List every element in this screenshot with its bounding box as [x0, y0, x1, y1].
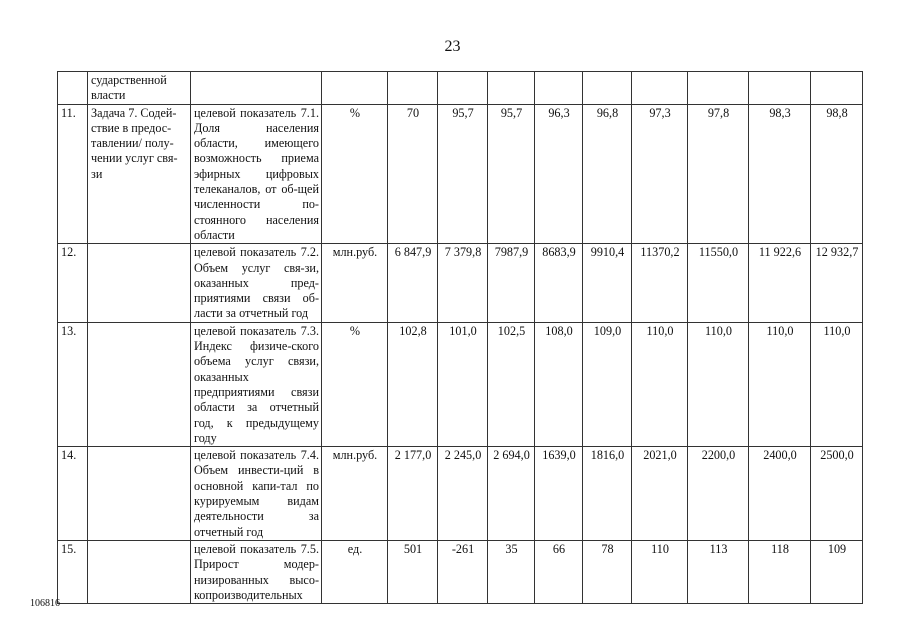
cell-value: 2 694,0 [488, 447, 535, 541]
cell-value: 102,8 [388, 322, 438, 446]
cell-num [58, 72, 88, 105]
cell-value: 8683,9 [535, 244, 583, 322]
cell-value: 110,0 [811, 322, 863, 446]
cell-task [88, 447, 191, 541]
cell-value: 7987,9 [488, 244, 535, 322]
cell-value: 98,3 [749, 104, 811, 244]
cell-unit [322, 72, 388, 105]
cell-indicator: целевой показатель 7.4. Объем инвести-ций в основной капи-тал по курируемым видам деятельности за отчетный год [191, 447, 322, 541]
cell-value: 97,8 [688, 104, 749, 244]
cell-value: 6 847,9 [388, 244, 438, 322]
cell-value: 101,0 [438, 322, 488, 446]
cell-indicator [191, 72, 322, 105]
cell-value: 9910,4 [583, 244, 632, 322]
cell-value: 110,0 [688, 322, 749, 446]
cell-value [688, 72, 749, 105]
table-row [58, 244, 863, 322]
indicators-table [57, 71, 863, 604]
cell-value [488, 72, 535, 105]
cell-value: 11 922,6 [749, 244, 811, 322]
cell-value: 2021,0 [632, 447, 688, 541]
cell-value [583, 72, 632, 105]
footer-code: 106816 [30, 598, 60, 609]
cell-value: 2500,0 [811, 447, 863, 541]
cell-value: 102,5 [488, 322, 535, 446]
cell-value: 11550,0 [688, 244, 749, 322]
cell-num: 14. [58, 447, 88, 541]
cell-num: 11. [58, 104, 88, 244]
cell-value: 109,0 [583, 322, 632, 446]
cell-value: 110,0 [749, 322, 811, 446]
cell-value [749, 72, 811, 105]
table-row-continuation [58, 72, 863, 105]
cell-value: 78 [583, 541, 632, 604]
cell-indicator: целевой показатель 7.3. Индекс физиче-ского объема услуг связи, оказанных предприятиями связи области за отчетный год, к предыдущему году [191, 322, 322, 446]
cell-value: 109 [811, 541, 863, 604]
cell-value: 95,7 [488, 104, 535, 244]
cell-value: 110,0 [632, 322, 688, 446]
cell-task [88, 541, 191, 604]
cell-num: 13. [58, 322, 88, 446]
cell-value: 35 [488, 541, 535, 604]
cell-value: 118 [749, 541, 811, 604]
table-row [58, 322, 863, 446]
cell-indicator: целевой показатель 7.1. Доля населения области, имеющего возможность приема эфирных цифровых телеканалов, от об-щей численности по-стоянного населения области [191, 104, 322, 244]
table-body [58, 72, 863, 604]
cell-indicator: целевой показатель 7.5. Прирост модер-низированных высо-копроизводительных [191, 541, 322, 604]
cell-value: 2 177,0 [388, 447, 438, 541]
cell-value: 66 [535, 541, 583, 604]
cell-value: 70 [388, 104, 438, 244]
cell-value: 2 245,0 [438, 447, 488, 541]
cell-num: 15. [58, 541, 88, 604]
table-row [58, 541, 863, 604]
cell-value [388, 72, 438, 105]
cell-value: 95,7 [438, 104, 488, 244]
cell-unit: ед. [322, 541, 388, 604]
cell-task [88, 322, 191, 446]
cell-task [88, 244, 191, 322]
cell-value: 7 379,8 [438, 244, 488, 322]
cell-value: 2400,0 [749, 447, 811, 541]
cell-value: 98,8 [811, 104, 863, 244]
cell-value [535, 72, 583, 105]
page-number: 23 [444, 38, 461, 55]
cell-value: 1816,0 [583, 447, 632, 541]
cell-value: 110 [632, 541, 688, 604]
cell-value: 1639,0 [535, 447, 583, 541]
cell-value: 2200,0 [688, 447, 749, 541]
cell-task: сударственной власти [88, 72, 191, 105]
cell-value [438, 72, 488, 105]
cell-num: 12. [58, 244, 88, 322]
cell-value: 501 [388, 541, 438, 604]
cell-value: 113 [688, 541, 749, 604]
table-row [58, 447, 863, 541]
cell-value [811, 72, 863, 105]
cell-value: 11370,2 [632, 244, 688, 322]
cell-value: 97,3 [632, 104, 688, 244]
table-row [58, 104, 863, 244]
cell-value: 108,0 [535, 322, 583, 446]
cell-indicator: целевой показатель 7.2. Объем услуг свя-зи, оказанных пред-приятиями связи об-ласти за отчетный год [191, 244, 322, 322]
cell-value [632, 72, 688, 105]
cell-unit: млн.руб. [322, 244, 388, 322]
cell-value: 96,3 [535, 104, 583, 244]
cell-value: 96,8 [583, 104, 632, 244]
cell-task: Задача 7. Содей-ствие в предос-тавлении/ полу-чении услуг свя-зи [88, 104, 191, 244]
cell-unit: млн.руб. [322, 447, 388, 541]
cell-unit: % [322, 104, 388, 244]
cell-unit: % [322, 322, 388, 446]
cell-value: -261 [438, 541, 488, 604]
cell-value: 12 932,7 [811, 244, 863, 322]
